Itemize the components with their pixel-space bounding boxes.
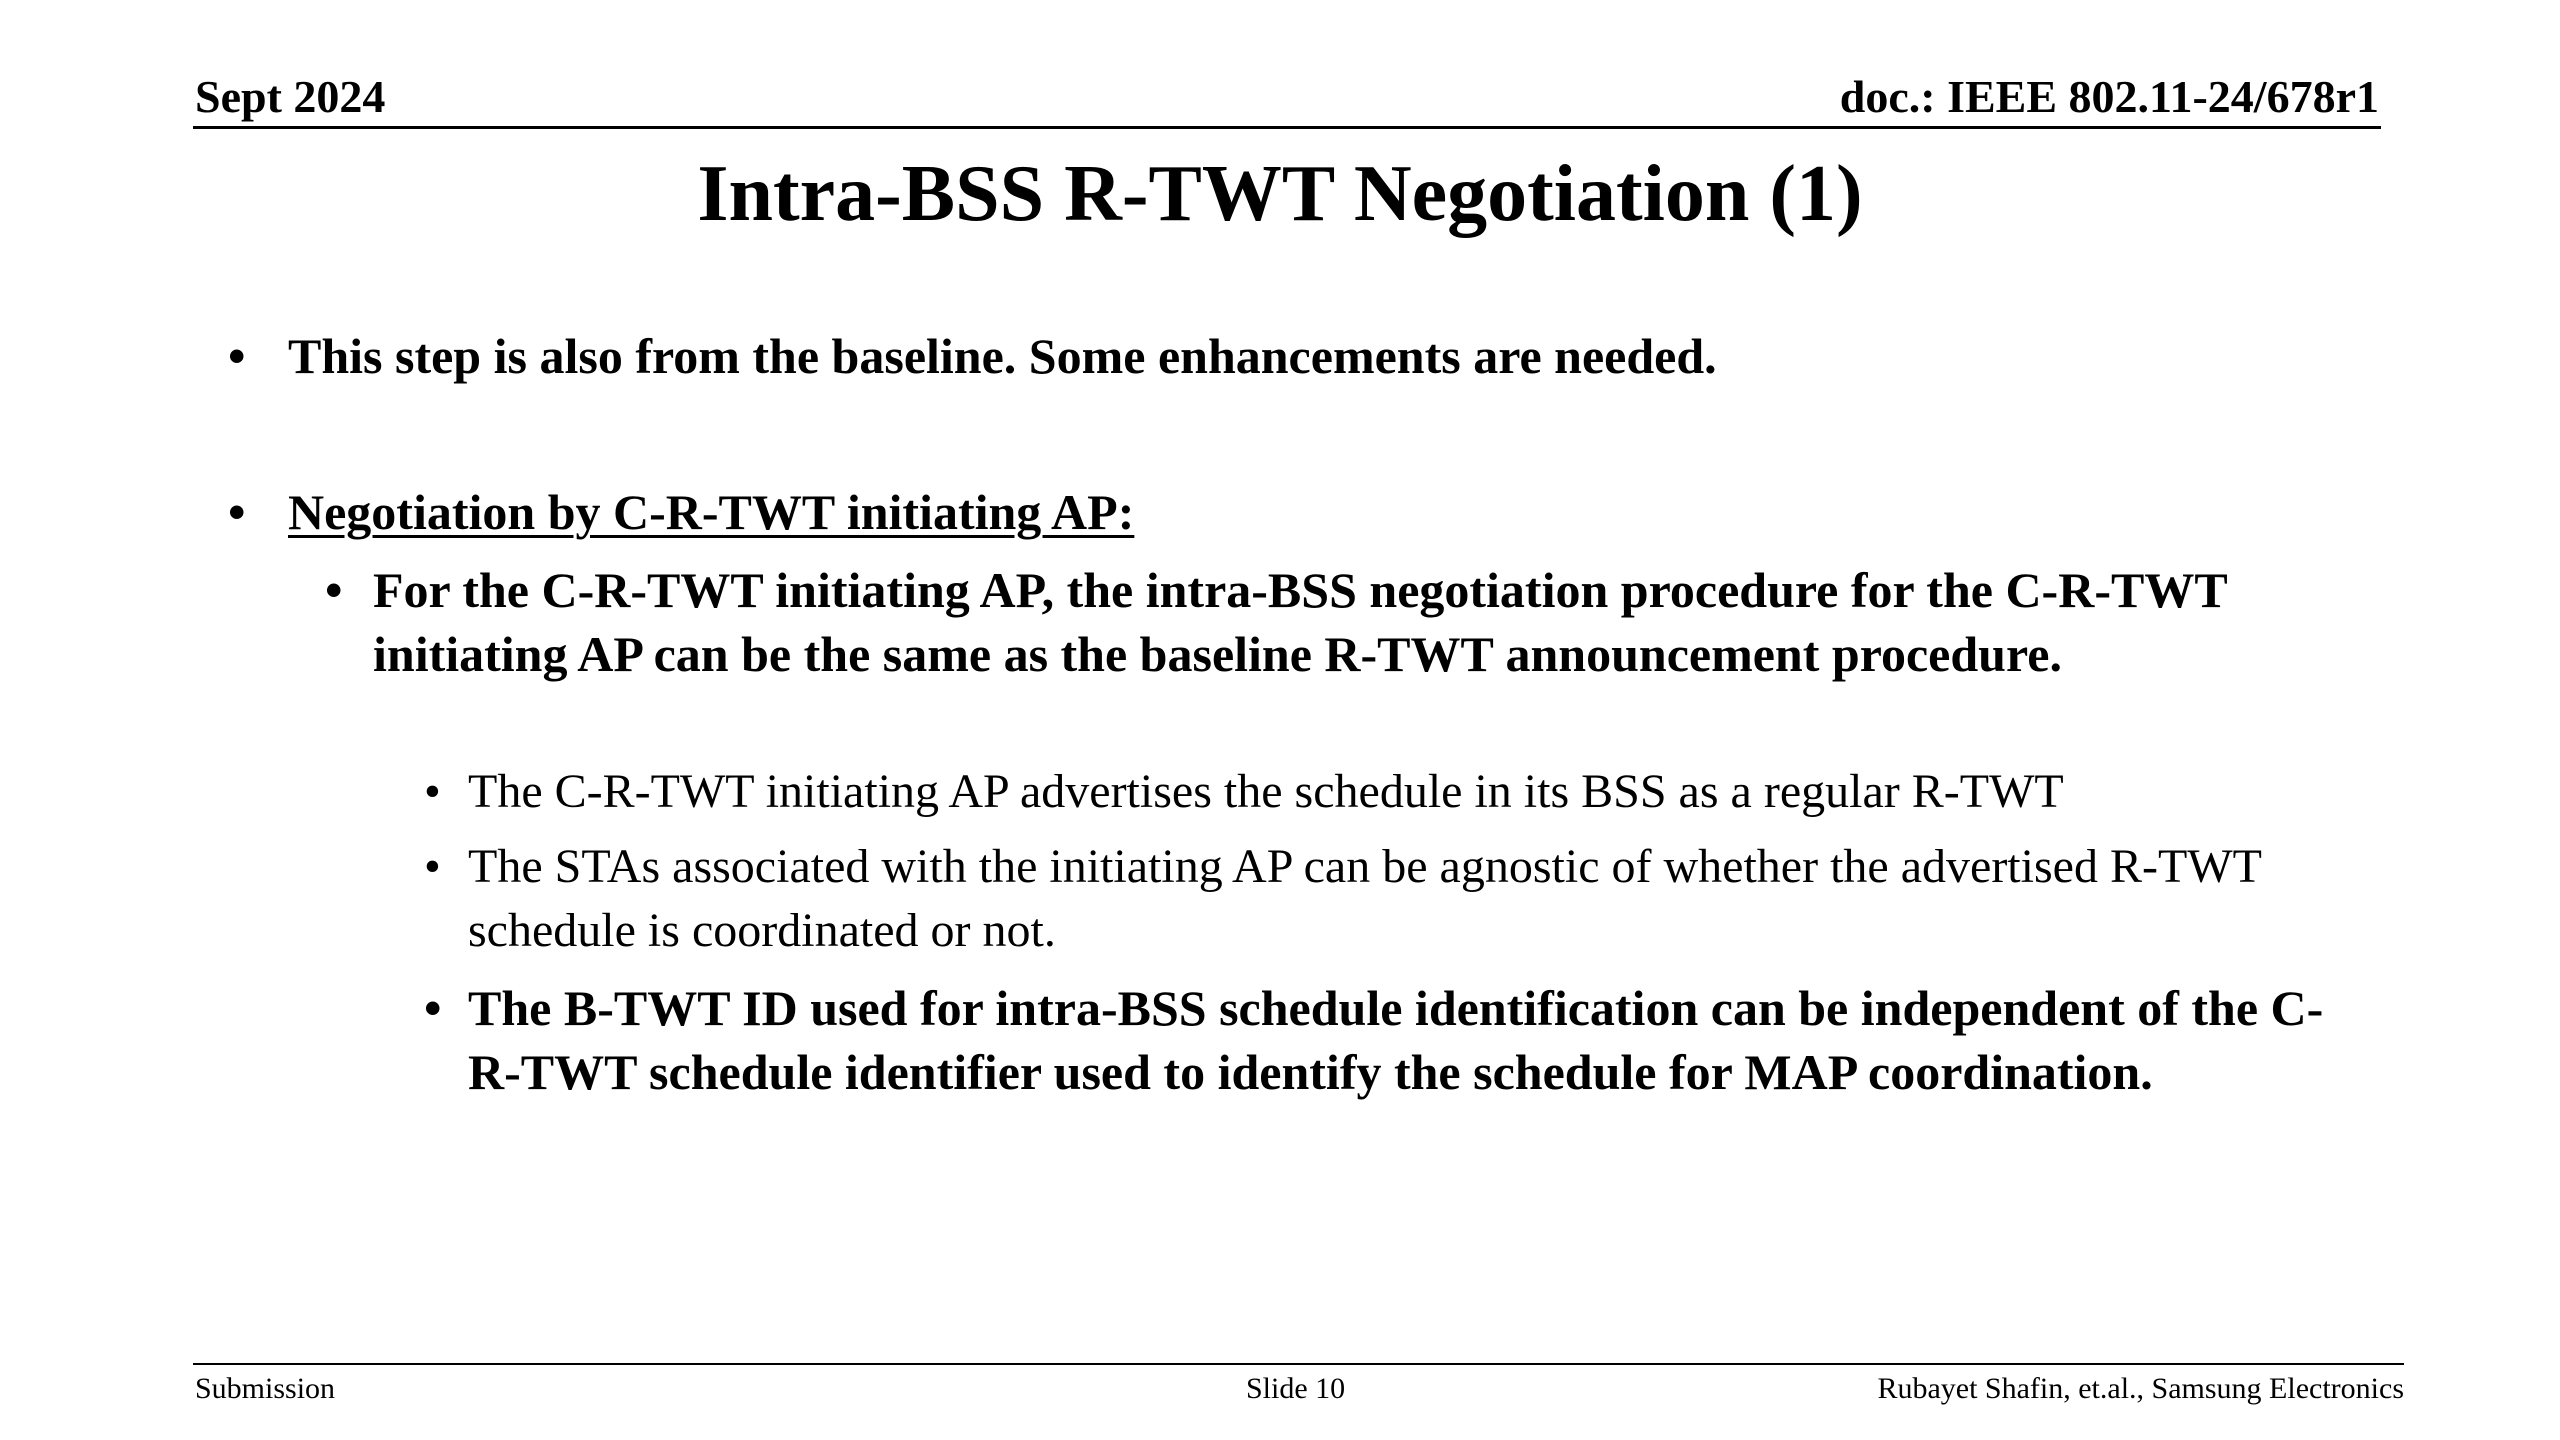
- bullet-marker: •: [424, 980, 442, 1036]
- header-doc-id: doc.: IEEE 802.11-24/678r1: [1839, 71, 2379, 122]
- bullet-text: Negotiation by C-R-TWT initiating AP:: [288, 484, 1135, 540]
- sub-sub-bullet-item: [424, 835, 2328, 963]
- header-date: Sept 2024: [195, 71, 386, 122]
- footer-author: Rubayet Shafin, et.al., Samsung Electronics: [1877, 1372, 2404, 1405]
- bullet-marker: •: [325, 562, 343, 618]
- bullet-text: The C-R-TWT initiating AP advertises the schedule in its BSS as a regular R-TWT: [468, 765, 2064, 818]
- bullet-text: This step is also from the baseline. Some enhancements are needed.: [288, 328, 1717, 384]
- bullet-text: The B-TWT ID used for intra-BSS schedule identification can be independent of the C-R-TWT schedule identifier used to identify the schedule for MAP coordination.: [468, 980, 2324, 1100]
- footer-divider: [193, 1363, 2404, 1365]
- bullet-text: For the C-R-TWT initiating AP, the intra-BSS negotiation procedure for the C-R-TWT initiating AP can be the same as the baseline R-TWT announcement procedure.: [373, 562, 2227, 682]
- footer-submission: Submission: [195, 1372, 336, 1405]
- bullet-marker: •: [424, 840, 441, 893]
- bullet-marker: •: [228, 328, 246, 384]
- sub-bullet-item: [325, 558, 2273, 686]
- bullet-item: [228, 324, 2288, 388]
- bullet-marker: •: [228, 484, 246, 540]
- bullet-text: The STAs associated with the initiating AP can be agnostic of whether the advertised R-TWT schedule is coordinated or not.: [468, 840, 2262, 957]
- bullet-item: [228, 480, 2288, 544]
- footer-slide-number: Slide 10: [1246, 1372, 1346, 1405]
- header-divider: [193, 126, 2381, 129]
- slide-title: Intra-BSS R-TWT Negotiation (1): [697, 150, 1863, 238]
- sub-sub-bullet-item: [424, 976, 2328, 1104]
- sub-sub-bullet-item: [424, 760, 2328, 824]
- bullet-marker: •: [424, 765, 441, 818]
